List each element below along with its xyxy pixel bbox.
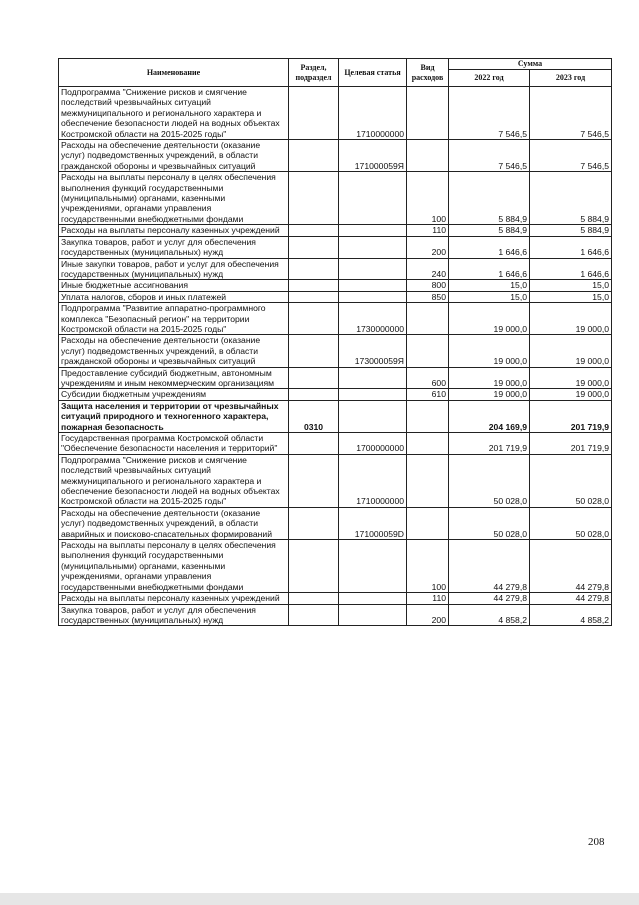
table-row [59, 433, 612, 455]
cell-expense-type [407, 335, 449, 367]
header-name: Наименование [59, 59, 289, 87]
cell-sum-2022: 204 169,9 [449, 400, 530, 432]
cell-target-code: 173000059Я [339, 335, 407, 367]
cell-sum-2023: 15,0 [530, 291, 612, 302]
cell-sum-2023: 44 279,8 [530, 540, 612, 593]
header-year-2022: 2022 год [449, 70, 530, 87]
table-row [59, 604, 612, 626]
cell-name: Иные бюджетные ассигнования [59, 280, 289, 291]
cell-sum-2023: 19 000,0 [530, 303, 612, 335]
cell-name: Подпрограмма "Развитие аппаратно-программного комплекса "Безопасный регион" на территории Костромской области на 2015-2025 годы" [59, 303, 289, 335]
cell-sum-2023: 1 646,6 [530, 236, 612, 258]
cell-sum-2022: 201 719,9 [449, 433, 530, 455]
cell-sum-2022: 19 000,0 [449, 389, 530, 400]
cell-name: Государственная программа Костромской области "Обеспечение безопасности населения и территорий" [59, 433, 289, 455]
cell-sum-2023: 15,0 [530, 280, 612, 291]
cell-expense-type: 610 [407, 389, 449, 400]
cell-target-code: 1710000000 [339, 87, 407, 140]
page-number: 208 [588, 836, 605, 848]
cell-expense-type: 110 [407, 593, 449, 604]
cell-name: Расходы на выплаты персоналу в целях обеспечения выполнения функций государственными (муниципальными) органами, казенными учреждениями, органами управления государственными внебюджетными фондами [59, 540, 289, 593]
cell-sum-2022: 50 028,0 [449, 454, 530, 507]
cell-name: Расходы на обеспечение деятельности (оказание услуг) подведомственных учреждений, в области аварийных и поисково-спасательных формирований [59, 507, 289, 539]
table-row [59, 389, 612, 400]
cell-expense-type: 800 [407, 280, 449, 291]
cell-expense-type [407, 454, 449, 507]
cell-name: Закупка товаров, работ и услуг для обеспечения государственных (муниципальных) нужд [59, 604, 289, 626]
cell-target-code [339, 258, 407, 280]
cell-name: Подпрограмма "Снижение рисков и смягчение последствий чрезвычайных ситуаций межмуниципального и регионального характера и обеспечение безопасности людей на водных объектах Костромской области на 2015-2025 годы" [59, 87, 289, 140]
cell-expense-type [407, 507, 449, 539]
cell-sum-2023: 1 646,6 [530, 258, 612, 280]
cell-section: 0310 [289, 400, 339, 432]
table-row [59, 172, 612, 225]
cell-target-code: 171000059Я [339, 140, 407, 172]
cell-target-code [339, 540, 407, 593]
cell-sum-2022: 5 884,9 [449, 225, 530, 236]
header-section: Раздел, подраздел [289, 59, 339, 87]
table-row [59, 258, 612, 280]
cell-section [289, 389, 339, 400]
table-row [59, 87, 612, 140]
cell-name: Расходы на выплаты персоналу казенных учреждений [59, 593, 289, 604]
header-type: Вид расходов [407, 59, 449, 87]
cell-section [289, 258, 339, 280]
cell-sum-2022: 1 646,6 [449, 236, 530, 258]
cell-expense-type: 200 [407, 604, 449, 626]
cell-sum-2023: 44 279,8 [530, 593, 612, 604]
cell-target-code: 1710000000 [339, 454, 407, 507]
cell-section [289, 454, 339, 507]
cell-section [289, 225, 339, 236]
cell-sum-2022: 50 028,0 [449, 507, 530, 539]
cell-sum-2022: 5 884,9 [449, 172, 530, 225]
cell-sum-2023: 7 546,5 [530, 87, 612, 140]
cell-sum-2023: 19 000,0 [530, 389, 612, 400]
cell-expense-type [407, 87, 449, 140]
cell-expense-type [407, 400, 449, 432]
cell-target-code: 171000059D [339, 507, 407, 539]
cell-sum-2023: 201 719,9 [530, 400, 612, 432]
cell-expense-type: 100 [407, 172, 449, 225]
cell-sum-2023: 4 858,2 [530, 604, 612, 626]
budget-table [58, 58, 612, 626]
table-row [59, 236, 612, 258]
table-row [59, 507, 612, 539]
cell-section [289, 433, 339, 455]
header-year-2023: 2023 год [530, 70, 612, 87]
table-row [59, 540, 612, 593]
cell-name: Закупка товаров, работ и услуг для обеспечения государственных (муниципальных) нужд [59, 236, 289, 258]
cell-section [289, 335, 339, 367]
cell-section [289, 280, 339, 291]
cell-section [289, 172, 339, 225]
cell-sum-2023: 50 028,0 [530, 454, 612, 507]
bottom-scan-band [0, 893, 639, 905]
cell-section [289, 604, 339, 626]
cell-expense-type [407, 303, 449, 335]
cell-sum-2023: 5 884,9 [530, 172, 612, 225]
table-row [59, 291, 612, 302]
cell-name: Уплата налогов, сборов и иных платежей [59, 291, 289, 302]
table-row [59, 225, 612, 236]
cell-sum-2022: 7 546,5 [449, 140, 530, 172]
cell-sum-2023: 7 546,5 [530, 140, 612, 172]
cell-name: Расходы на обеспечение деятельности (оказание услуг) подведомственных учреждений, в области гражданской обороны и чрезвычайных ситуаций [59, 335, 289, 367]
table-body [59, 87, 612, 626]
cell-name: Предоставление субсидий бюджетным, автономным учреждениям и иным некоммерческим организациям [59, 367, 289, 389]
header-sum: Сумма [449, 59, 612, 70]
cell-sum-2022: 1 646,6 [449, 258, 530, 280]
cell-target-code [339, 389, 407, 400]
cell-expense-type [407, 140, 449, 172]
table-row [59, 140, 612, 172]
cell-sum-2022: 7 546,5 [449, 87, 530, 140]
cell-target-code: 1730000000 [339, 303, 407, 335]
cell-sum-2022: 15,0 [449, 291, 530, 302]
cell-expense-type: 240 [407, 258, 449, 280]
cell-section [289, 140, 339, 172]
cell-section [289, 540, 339, 593]
cell-sum-2023: 5 884,9 [530, 225, 612, 236]
table-row [59, 280, 612, 291]
cell-name: Подпрограмма "Снижение рисков и смягчение последствий чрезвычайных ситуаций межмуниципального и регионального характера и обеспечение безопасности людей на водных объектах Костромской области на 2015-2025 годы" [59, 454, 289, 507]
cell-target-code [339, 367, 407, 389]
cell-target-code [339, 593, 407, 604]
cell-target-code [339, 291, 407, 302]
cell-target-code [339, 400, 407, 432]
cell-expense-type: 200 [407, 236, 449, 258]
table-row [59, 400, 612, 432]
table-row [59, 593, 612, 604]
cell-sum-2023: 19 000,0 [530, 367, 612, 389]
table-row [59, 303, 612, 335]
cell-section [289, 303, 339, 335]
cell-sum-2022: 19 000,0 [449, 367, 530, 389]
cell-name: Расходы на выплаты персоналу в целях обеспечения выполнения функций государственными (муниципальными) органами, казенными учреждениями, органами управления государственными внебюджетными фондами [59, 172, 289, 225]
cell-sum-2023: 201 719,9 [530, 433, 612, 455]
cell-sum-2023: 50 028,0 [530, 507, 612, 539]
cell-section [289, 507, 339, 539]
cell-target-code [339, 604, 407, 626]
cell-sum-2022: 19 000,0 [449, 303, 530, 335]
cell-sum-2022: 44 279,8 [449, 540, 530, 593]
table-row [59, 367, 612, 389]
cell-sum-2022: 19 000,0 [449, 335, 530, 367]
cell-target-code [339, 280, 407, 291]
cell-expense-type: 100 [407, 540, 449, 593]
cell-section [289, 367, 339, 389]
cell-section [289, 593, 339, 604]
cell-sum-2023: 19 000,0 [530, 335, 612, 367]
cell-section [289, 291, 339, 302]
cell-name: Иные закупки товаров, работ и услуг для обеспечения государственных (муниципальных) нужд [59, 258, 289, 280]
table-header [59, 59, 612, 87]
cell-name: Субсидии бюджетным учреждениям [59, 389, 289, 400]
table-row [59, 335, 612, 367]
cell-target-code [339, 236, 407, 258]
cell-name: Защита населения и территории от чрезвычайных ситуаций природного и техногенного характера, пожарная безопасность [59, 400, 289, 432]
cell-expense-type: 600 [407, 367, 449, 389]
cell-target-code [339, 225, 407, 236]
cell-section [289, 87, 339, 140]
cell-sum-2022: 4 858,2 [449, 604, 530, 626]
header-target: Целевая статья [339, 59, 407, 87]
cell-sum-2022: 44 279,8 [449, 593, 530, 604]
cell-expense-type: 110 [407, 225, 449, 236]
cell-sum-2022: 15,0 [449, 280, 530, 291]
cell-name: Расходы на выплаты персоналу казенных учреждений [59, 225, 289, 236]
cell-expense-type: 850 [407, 291, 449, 302]
table-row [59, 454, 612, 507]
cell-name: Расходы на обеспечение деятельности (оказание услуг) подведомственных учреждений, в области гражданской обороны и чрезвычайных ситуаций [59, 140, 289, 172]
cell-expense-type [407, 433, 449, 455]
cell-section [289, 236, 339, 258]
cell-target-code [339, 172, 407, 225]
cell-target-code: 1700000000 [339, 433, 407, 455]
